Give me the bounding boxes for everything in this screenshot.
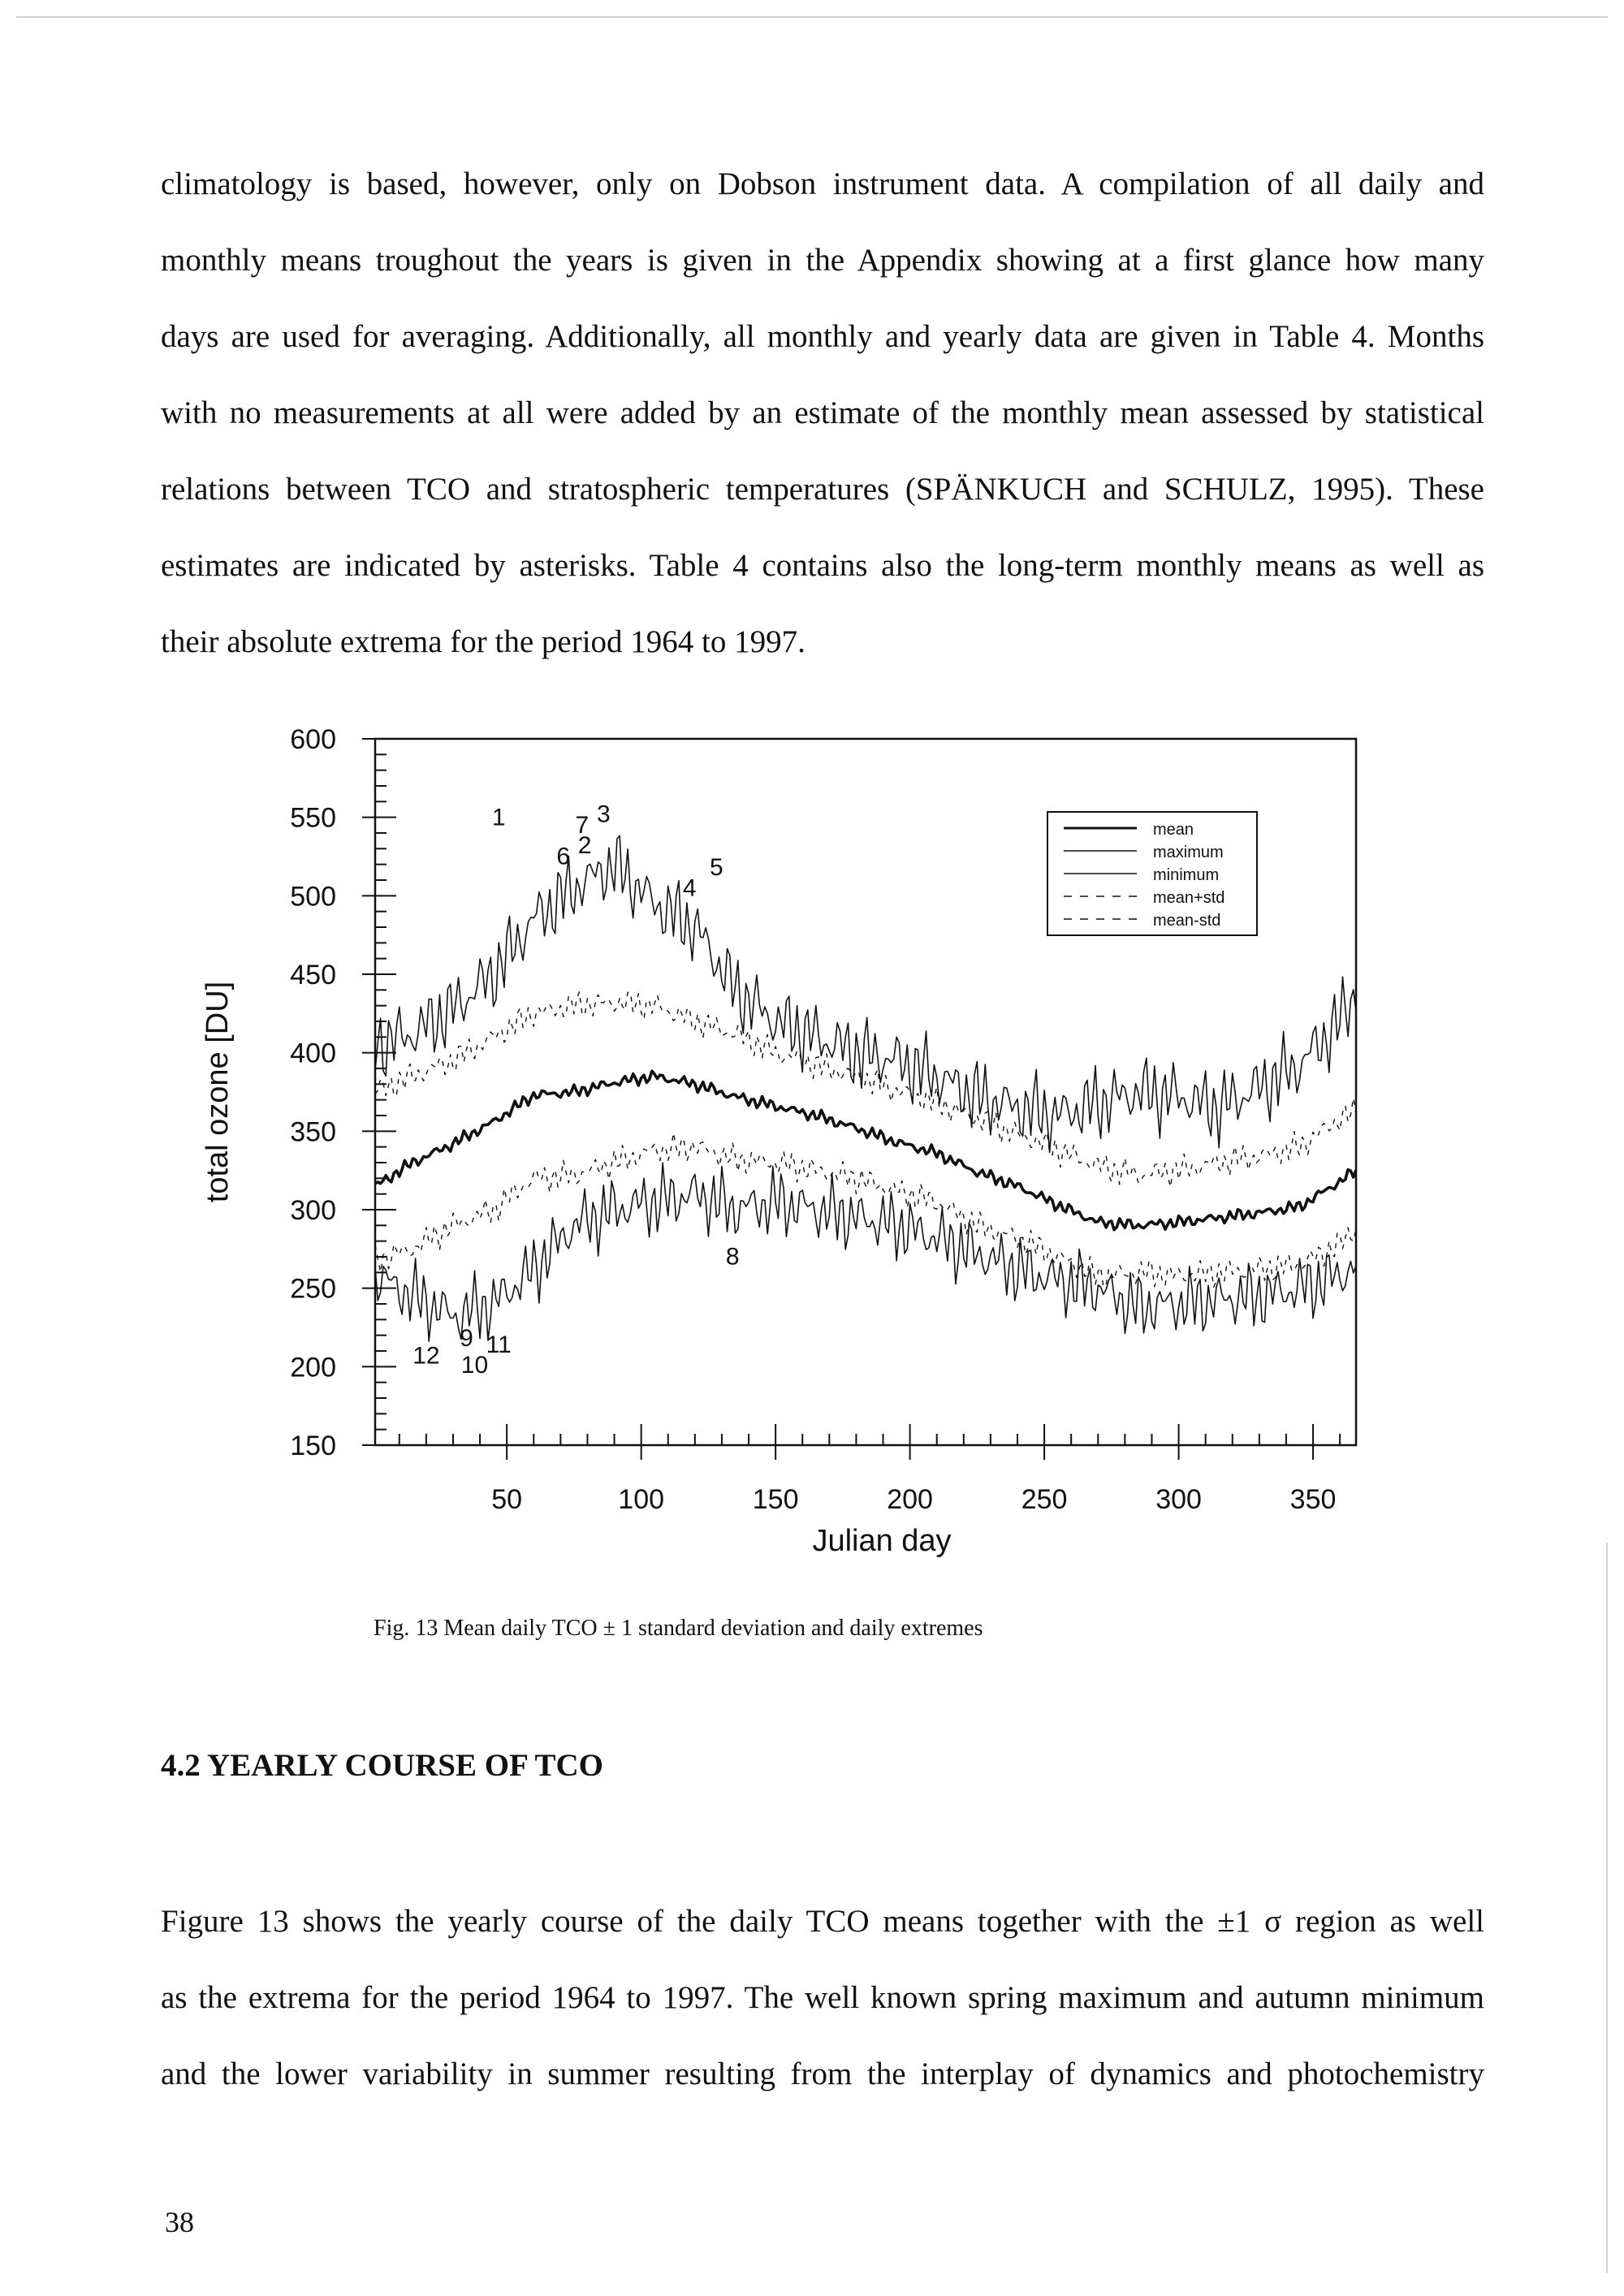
y-tick-label: 450 bbox=[290, 960, 336, 990]
y-tick-label: 350 bbox=[290, 1116, 336, 1148]
y-tick-label: 400 bbox=[290, 1038, 336, 1069]
paragraph-1-line: relations between TCO and stratospheric temperatures (SPÄNKUCH and SCHULZ, 1995). These bbox=[161, 472, 1484, 507]
paragraph-1-line: their absolute extrema for the period 1964 to 1997. bbox=[161, 624, 806, 659]
annotation-label: 6 bbox=[556, 843, 571, 870]
x-tick-label: 200 bbox=[887, 1484, 933, 1515]
paragraph-2-line: Figure 13 shows the yearly course of the daily TCO means together with the ±1 σ region as well bbox=[161, 1904, 1484, 1939]
y-tick-label: 500 bbox=[290, 881, 336, 913]
annotation-label: 12 bbox=[412, 1342, 440, 1370]
paragraph-1-line: estimates are indicated by asterisks. Table 4 contains also the long-term monthly means as well as bbox=[161, 548, 1484, 583]
x-tick-label: 350 bbox=[1289, 1484, 1337, 1515]
paragraph-1-line: with no measurements at all were added by an estimate of the monthly mean assessed by statistical bbox=[161, 395, 1484, 430]
y-axis-label: total ozone [DU] bbox=[201, 981, 235, 1203]
paragraph-1-line: monthly means troughout the years is given in the Appendix showing at a first glance how many bbox=[161, 243, 1484, 278]
annotation-label: 5 bbox=[709, 854, 723, 882]
annotation-label: 2 bbox=[577, 832, 592, 860]
annotation-label: 1 bbox=[491, 804, 506, 831]
annotation-label: 11 bbox=[486, 1331, 512, 1358]
scan-right-edge bbox=[1606, 1543, 1608, 2273]
legend-label: mean bbox=[1153, 821, 1194, 839]
paragraph-2-line: as the extrema for the period 1964 to 1997. The well known spring maximum and autumn minimum bbox=[161, 1980, 1484, 2015]
x-tick-label: 50 bbox=[491, 1484, 523, 1515]
series-line-minimum bbox=[375, 1163, 1356, 1341]
paragraph-2-line: and the lower variability in summer resulting from the interplay of dynamics and photochemistry bbox=[161, 2056, 1484, 2091]
annotation-label: 7 bbox=[575, 812, 590, 839]
series-line-mean-plusstd bbox=[375, 992, 1356, 1187]
x-tick-label: 300 bbox=[1155, 1484, 1202, 1515]
paragraph-2 bbox=[161, 1884, 1484, 2113]
legend-label: maximum bbox=[1153, 844, 1224, 861]
y-tick-label: 600 bbox=[290, 724, 336, 755]
paragraph-1-line: days are used for averaging. Additionally, all monthly and yearly data are given in Table 4. Months bbox=[161, 319, 1484, 354]
x-tick-label: 150 bbox=[752, 1484, 799, 1515]
x-tick-label: 100 bbox=[618, 1484, 665, 1515]
page-number: 38 bbox=[165, 2206, 194, 2238]
annotation-label: 9 bbox=[460, 1325, 473, 1353]
series-line-mean bbox=[375, 1071, 1356, 1230]
x-tick-label: 250 bbox=[1021, 1484, 1068, 1515]
annotation-label: 10 bbox=[460, 1352, 489, 1379]
y-tick-label: 250 bbox=[290, 1273, 336, 1305]
section-heading: 4.2 YEARLY COURSE OF TCO bbox=[161, 1748, 604, 1783]
y-tick-label: 150 bbox=[290, 1431, 336, 1461]
figure-caption: Fig. 13 Mean daily TCO ± 1 standard deviation and daily extremes bbox=[374, 1616, 983, 1641]
legend-label: mean+std bbox=[1153, 889, 1225, 907]
annotation-label: 4 bbox=[682, 874, 697, 902]
annotation-label: 3 bbox=[596, 801, 611, 828]
legend-label: mean-std bbox=[1153, 912, 1221, 930]
legend-label: minimum bbox=[1153, 866, 1220, 884]
annotation-label: 8 bbox=[725, 1243, 740, 1271]
y-tick-label: 300 bbox=[290, 1195, 336, 1226]
y-tick-label: 200 bbox=[290, 1352, 336, 1383]
paragraph-1-line: climatology is based, however, only on Dobson instrument data. A compilation of all daily and bbox=[161, 166, 1484, 201]
x-axis-label: Julian day bbox=[812, 1524, 952, 1558]
y-tick-label: 550 bbox=[290, 802, 336, 834]
series-line-mean-std bbox=[375, 1133, 1356, 1287]
